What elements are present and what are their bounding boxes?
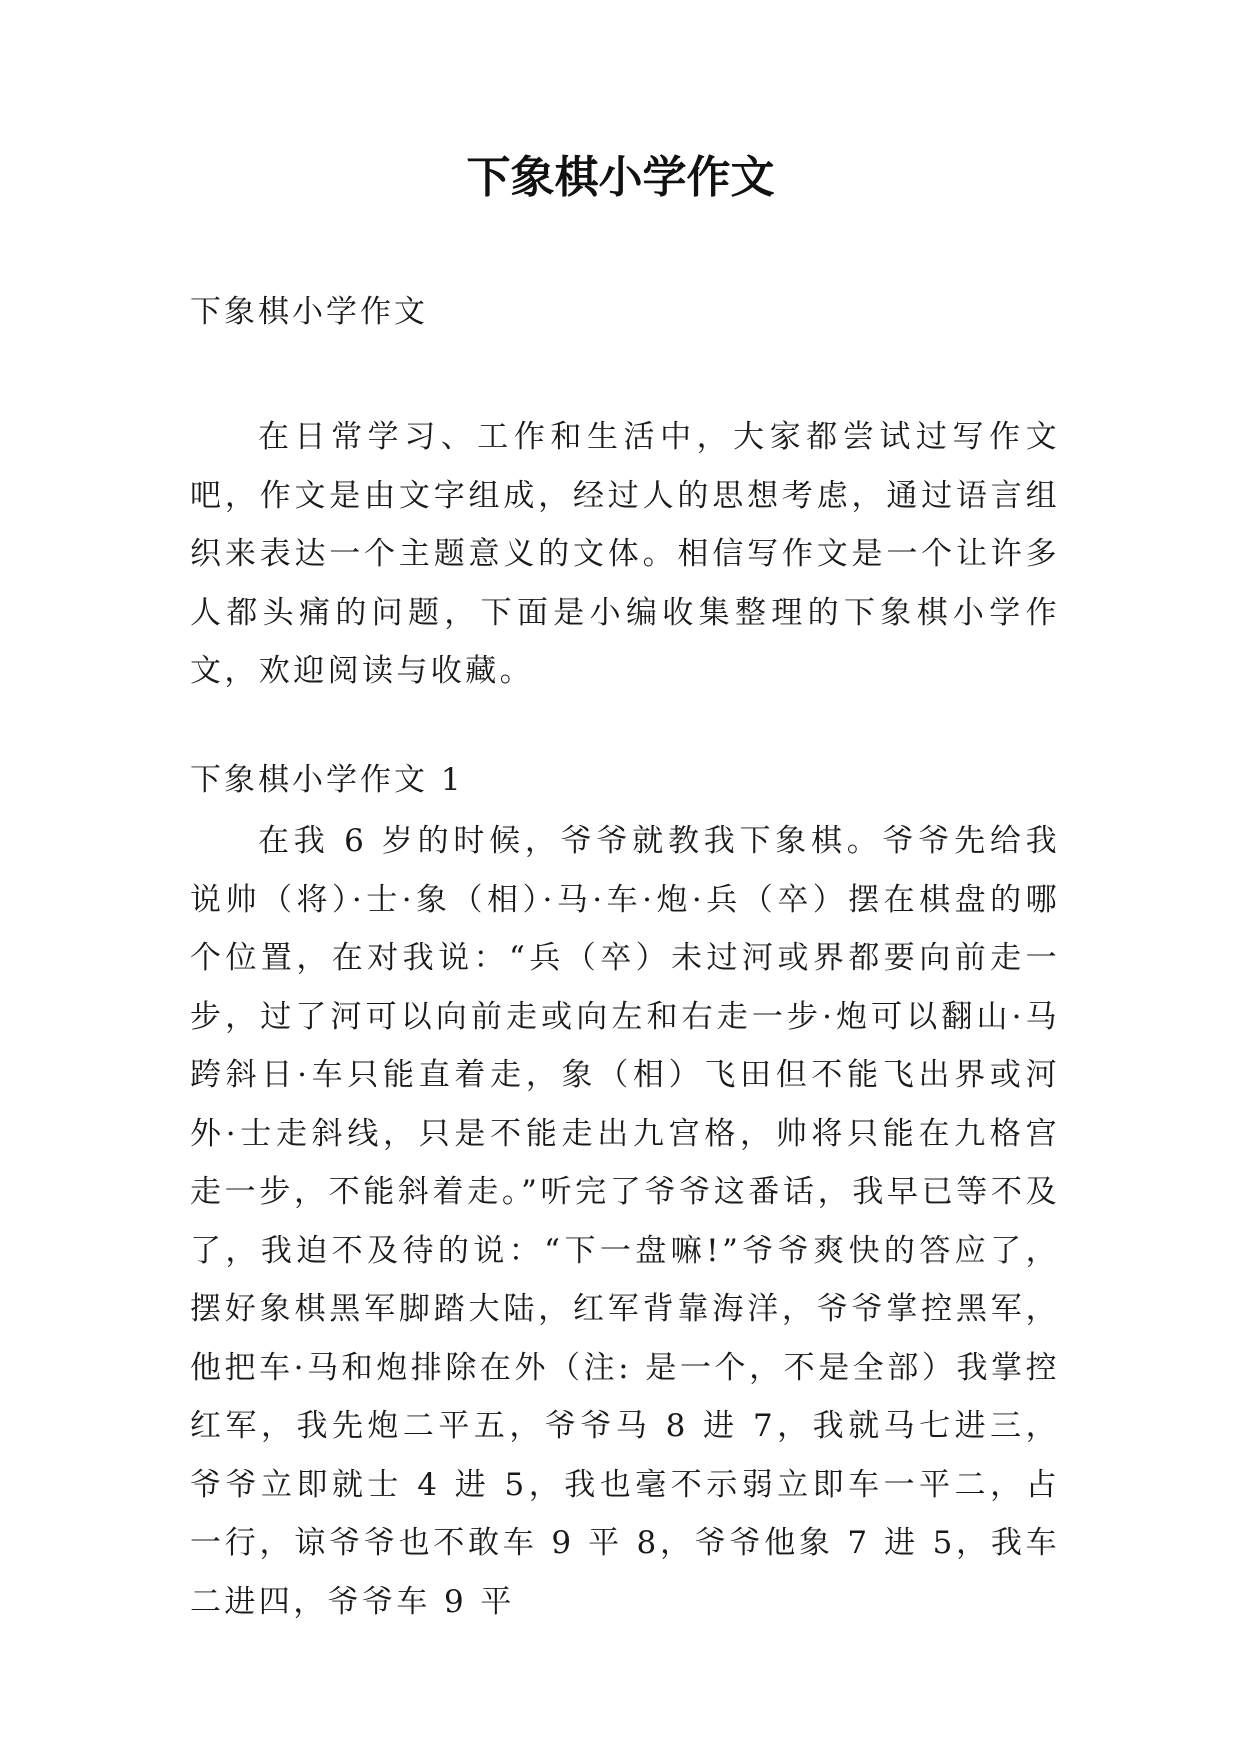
document-subtitle: 下象棋小学作文 — [190, 294, 428, 330]
document-title: 下象棋小学作文 — [466, 152, 775, 203]
section-heading: 下象棋小学作文 1 — [190, 762, 464, 798]
essay-paragraph: 在我 6 岁的时候，爷爷就教我下象棋。爷爷先给我说帅（将）·士·象（相）·马·车·炮·兵（卒）摆在棋盘的哪个位置，在对我说：“兵（卒）未过河或界都要向前走一步，过了河可以向前走或向左和右走一步·炮可以翻山·马跨斜日·车只能直着走，象（相）飞田但不能飞出界或河外·士走斜线，只是不能走出九宫格，帅将只能在九格宫走一步，不能斜着走。”听完了爷爷这番话，我早已等不及了，我迫不及待的说：“下一盘嘛!”爷爷爽快的答应了，摆好象棋黑军脚踏大陆，红军背靠海洋，爷爷掌控黑军，他把车·马和炮排除在外（注: 是一个，不是全部）我掌控红军，我先炮二平五，爷爷马 8 进 7，我就马七进三，爷爷立即就士 4 进 5，我也毫不示弱立即车一平二，占一行，谅爷爷也不敢车 9 平 8，爷爷他象 7 进 5，我车二进四，爷爷车 9 平 — [190, 823, 1060, 1620]
intro-paragraph: 在日常学习、工作和生活中，大家都尝试过写作文吧，作文是由文字组成，经过人的思想考虑，通过语言组织来表达一个主题意义的文体。相信写作文是一个让许多人都头痛的问题，下面是小编收集整理的下象棋小学作文，欢迎阅读与收藏。 — [190, 419, 1060, 689]
